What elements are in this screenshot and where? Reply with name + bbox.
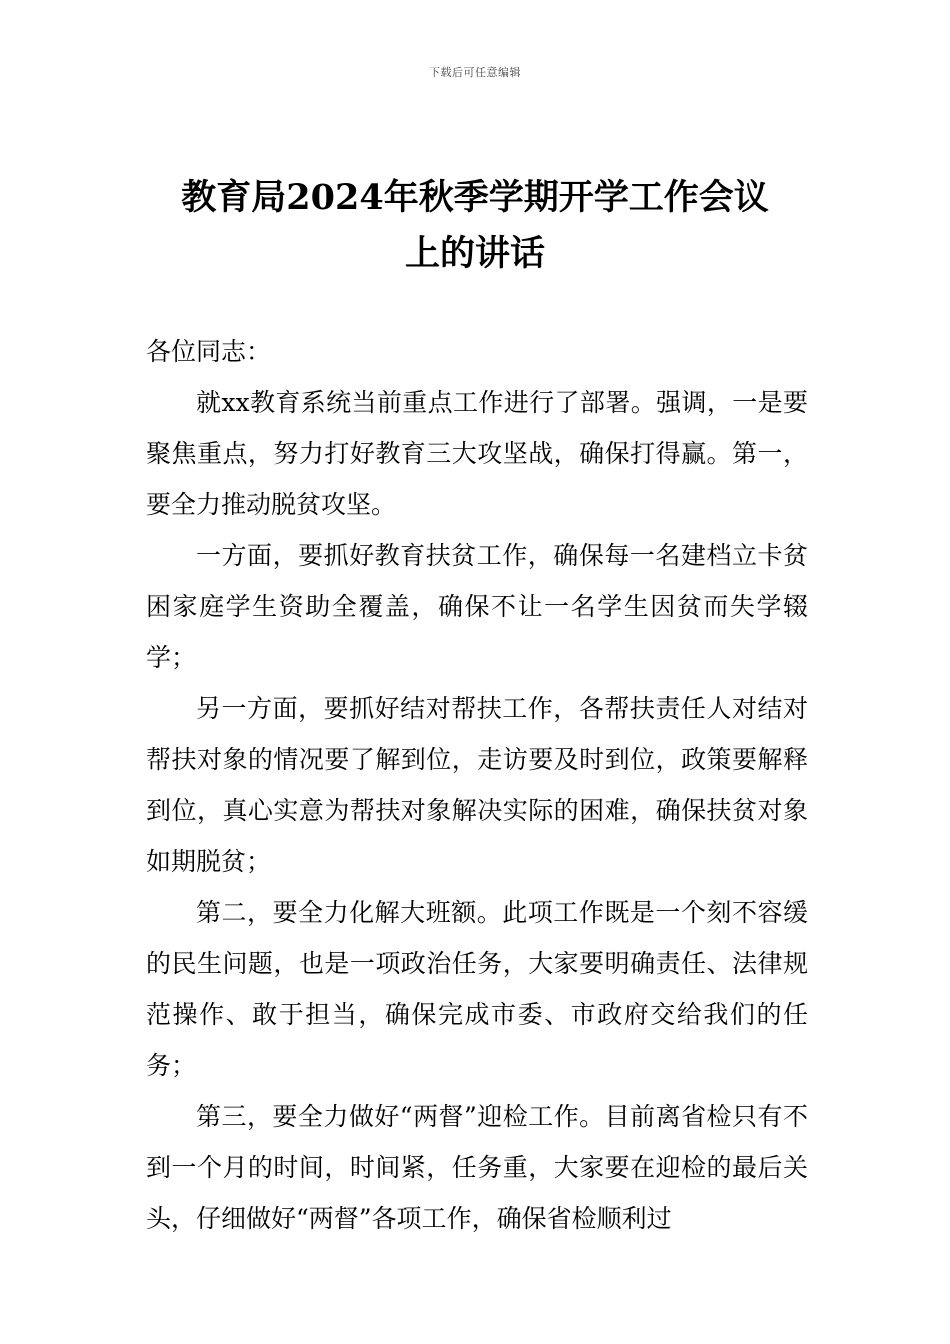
- document-body: [146, 326, 808, 1244]
- title-line-2: 上的讲话: [404, 233, 545, 274]
- paragraph: 一方面，要抓好教育扶贫工作，确保每一名建档立卡贫困家庭学生资助全覆盖，确保不让一名学生因贫而失学辍学；: [146, 541, 808, 672]
- paragraph: 第三，要全力做好“两督”迎检工作。目前离省检只有不到一个月的时间，时间紧，任务重，大家要在迎检的最后关头，仔细做好“两督”各项工作，确保省检顺利过: [146, 1102, 808, 1233]
- paragraph: 第二，要全力化解大班额。此项工作既是一个刻不容缓的民生问题，也是一项政治任务，大家要明确责任、法律规范操作、敢于担当，确保完成市委、市政府交给我们的任务；: [146, 898, 808, 1080]
- paragraph: 就xx教育系统当前重点工作进行了部署。强调，一是要聚焦重点，努力打好教育三大攻坚战，确保打得赢。第一，要全力推动脱贫攻坚。: [146, 388, 808, 519]
- document-title: [100, 170, 850, 282]
- salutation: 各位同志：: [146, 337, 272, 366]
- page-header-note: 下载后可任意编辑: [429, 66, 521, 79]
- paragraph: 另一方面，要抓好结对帮扶工作，各帮扶责任人对结对帮扶对象的情况要了解到位，走访要及时到位，政策要解释到位，真心实意为帮扶对象解决实际的困难，确保扶贫对象如期脱贫；: [146, 694, 808, 876]
- title-line-1: 教育局2024年秋季学期开学工作会议: [181, 177, 769, 218]
